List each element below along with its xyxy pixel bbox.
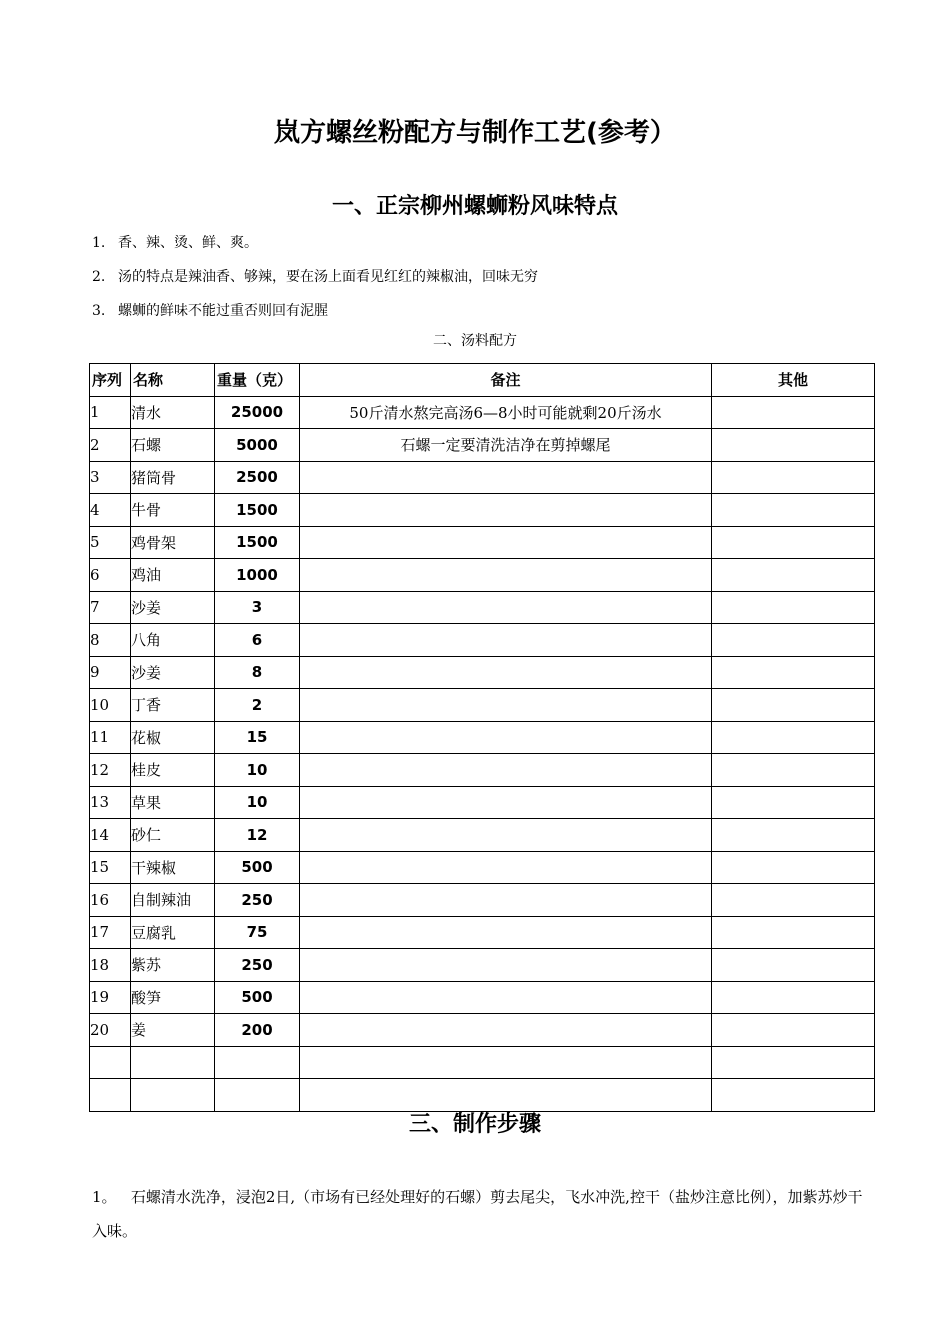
cell-weight: 250	[215, 949, 300, 982]
cell-name: 沙姜	[131, 656, 215, 689]
table-row	[90, 819, 875, 852]
feature-text: 汤的特点是辣油香、够辣，要在汤上面看见红红的辣椒油，回味无穷	[118, 269, 538, 285]
cell-name: 紫苏	[131, 949, 215, 982]
cell-other	[712, 884, 875, 917]
cell-weight: 2500	[215, 461, 300, 494]
cell-weight: 1000	[215, 559, 300, 592]
cell-weight: 8	[215, 656, 300, 689]
table-row	[90, 656, 875, 689]
cell-seq: 10	[90, 689, 131, 722]
cell-note	[300, 526, 712, 559]
feature-text: 香、辣、烫、鲜、爽。	[118, 235, 258, 251]
cell-weight: 200	[215, 1014, 300, 1047]
cell-seq: 4	[90, 494, 131, 527]
cell-note	[300, 656, 712, 689]
table-row	[90, 624, 875, 657]
cell-seq: 18	[90, 949, 131, 982]
cell-name: 鸡骨架	[131, 526, 215, 559]
cell-weight	[215, 1046, 300, 1079]
cell-name: 干辣椒	[131, 851, 215, 884]
cell-seq: 19	[90, 981, 131, 1014]
cell-other	[712, 754, 875, 787]
cell-weight: 1500	[215, 526, 300, 559]
cell-note	[300, 1046, 712, 1079]
cell-other	[712, 494, 875, 527]
cell-note	[300, 949, 712, 982]
cell-seq: 8	[90, 624, 131, 657]
cell-name: 桂皮	[131, 754, 215, 787]
table-row	[90, 884, 875, 917]
cell-seq: 9	[90, 656, 131, 689]
cell-note	[300, 591, 712, 624]
table-row	[90, 1014, 875, 1047]
cell-name: 砂仁	[131, 819, 215, 852]
cell-seq: 17	[90, 916, 131, 949]
cell-name: 姜	[131, 1014, 215, 1047]
cell-note	[300, 494, 712, 527]
cell-name: 豆腐乳	[131, 916, 215, 949]
cell-name: 牛骨	[131, 494, 215, 527]
cell-note	[300, 689, 712, 722]
cell-seq: 16	[90, 884, 131, 917]
cell-seq: 1	[90, 396, 131, 429]
step-text: 石螺清水洗净，浸泡2日,（市场有已经处理好的石螺）剪去尾尖，飞水冲洗,控干（盐炒注意比例），加紫苏炒干入味。	[92, 1188, 863, 1240]
cell-weight: 500	[215, 981, 300, 1014]
cell-other	[712, 624, 875, 657]
table-row	[90, 981, 875, 1014]
feature-number: 3.	[92, 303, 106, 319]
cell-note	[300, 754, 712, 787]
soup-recipe-table	[89, 363, 875, 1112]
table-row	[90, 396, 875, 429]
section1-heading: 一、正宗柳州螺蛳粉风味特点	[331, 194, 618, 219]
cell-weight: 5000	[215, 429, 300, 462]
cell-weight: 15	[215, 721, 300, 754]
cell-other	[712, 981, 875, 1014]
cell-other	[712, 591, 875, 624]
cell-note	[300, 786, 712, 819]
cell-note: 石螺一定要清洗洁净在剪掉螺尾	[300, 429, 712, 462]
feature-item	[92, 266, 538, 300]
column-header-other: 其他	[712, 364, 875, 397]
cell-other	[712, 656, 875, 689]
cell-weight: 6	[215, 624, 300, 657]
cell-note	[300, 1014, 712, 1047]
cell-name	[131, 1046, 215, 1079]
step-item	[92, 1180, 872, 1248]
cell-note	[300, 981, 712, 1014]
cell-seq: 11	[90, 721, 131, 754]
feature-item	[92, 232, 538, 266]
cell-weight: 10	[215, 754, 300, 787]
table-row	[90, 754, 875, 787]
cell-name: 酸笋	[131, 981, 215, 1014]
table-row	[90, 786, 875, 819]
cell-name: 沙姜	[131, 591, 215, 624]
cell-name: 自制辣油	[131, 884, 215, 917]
column-header-note: 备注	[300, 364, 712, 397]
cell-note	[300, 624, 712, 657]
table-row	[90, 721, 875, 754]
cell-seq: 2	[90, 429, 131, 462]
cell-other	[712, 559, 875, 592]
section3-heading: 三、制作步骤	[408, 1112, 541, 1137]
column-header-name: 名称	[131, 364, 215, 397]
cell-seq: 13	[90, 786, 131, 819]
cell-name: 草果	[131, 786, 215, 819]
cell-note	[300, 819, 712, 852]
column-header-weight: 重量（克）	[215, 364, 300, 397]
cell-other	[712, 461, 875, 494]
step-number: 1。	[92, 1188, 117, 1206]
table-row	[90, 559, 875, 592]
cell-seq: 15	[90, 851, 131, 884]
cell-other	[712, 786, 875, 819]
cell-name: 猪筒骨	[131, 461, 215, 494]
cell-seq: 3	[90, 461, 131, 494]
cell-other	[712, 1046, 875, 1079]
table-caption: 二、汤料配方	[433, 333, 517, 349]
table-row	[90, 689, 875, 722]
cell-other	[712, 916, 875, 949]
cell-other	[712, 689, 875, 722]
cell-name: 八角	[131, 624, 215, 657]
cell-seq: 12	[90, 754, 131, 787]
feature-text: 螺蛳的鲜味不能过重否则回有泥腥	[118, 303, 328, 319]
cell-seq: 6	[90, 559, 131, 592]
cell-other	[712, 851, 875, 884]
feature-number: 1.	[92, 235, 106, 251]
cell-seq: 7	[90, 591, 131, 624]
table-row	[90, 526, 875, 559]
table-row	[90, 591, 875, 624]
feature-list	[92, 232, 538, 334]
cell-seq: 5	[90, 526, 131, 559]
cell-other	[712, 949, 875, 982]
document-title: 岚方螺丝粉配方与制作工艺(参考）	[274, 118, 676, 148]
cell-note	[300, 916, 712, 949]
cell-note: 50斤清水熬完高汤6—8小时可能就剩20斤汤水	[300, 396, 712, 429]
cell-note	[300, 721, 712, 754]
table-body	[90, 396, 875, 1111]
table-row	[90, 916, 875, 949]
cell-other	[712, 819, 875, 852]
cell-note	[300, 559, 712, 592]
cell-weight: 1500	[215, 494, 300, 527]
table-row	[90, 429, 875, 462]
table-row	[90, 1046, 875, 1079]
table-row	[90, 461, 875, 494]
cell-other	[712, 526, 875, 559]
cell-note	[300, 884, 712, 917]
cell-note	[300, 851, 712, 884]
cell-other	[712, 429, 875, 462]
column-header-seq: 序列	[90, 364, 131, 397]
cell-name: 丁香	[131, 689, 215, 722]
cell-weight: 12	[215, 819, 300, 852]
table-row	[90, 494, 875, 527]
cell-seq	[90, 1046, 131, 1079]
cell-other	[712, 1014, 875, 1047]
cell-name: 花椒	[131, 721, 215, 754]
cell-weight: 500	[215, 851, 300, 884]
cell-weight: 2	[215, 689, 300, 722]
cell-weight: 10	[215, 786, 300, 819]
cell-seq: 14	[90, 819, 131, 852]
cell-name: 清水	[131, 396, 215, 429]
cell-weight: 75	[215, 916, 300, 949]
cell-note	[300, 461, 712, 494]
cell-seq: 20	[90, 1014, 131, 1047]
feature-item	[92, 300, 538, 334]
table-row	[90, 851, 875, 884]
cell-weight: 25000	[215, 396, 300, 429]
cell-other	[712, 721, 875, 754]
cell-name: 石螺	[131, 429, 215, 462]
table-row	[90, 949, 875, 982]
cell-weight: 3	[215, 591, 300, 624]
cell-name: 鸡油	[131, 559, 215, 592]
feature-number: 2.	[92, 269, 106, 285]
cell-weight: 250	[215, 884, 300, 917]
table-header-row	[90, 364, 875, 397]
cell-other	[712, 396, 875, 429]
